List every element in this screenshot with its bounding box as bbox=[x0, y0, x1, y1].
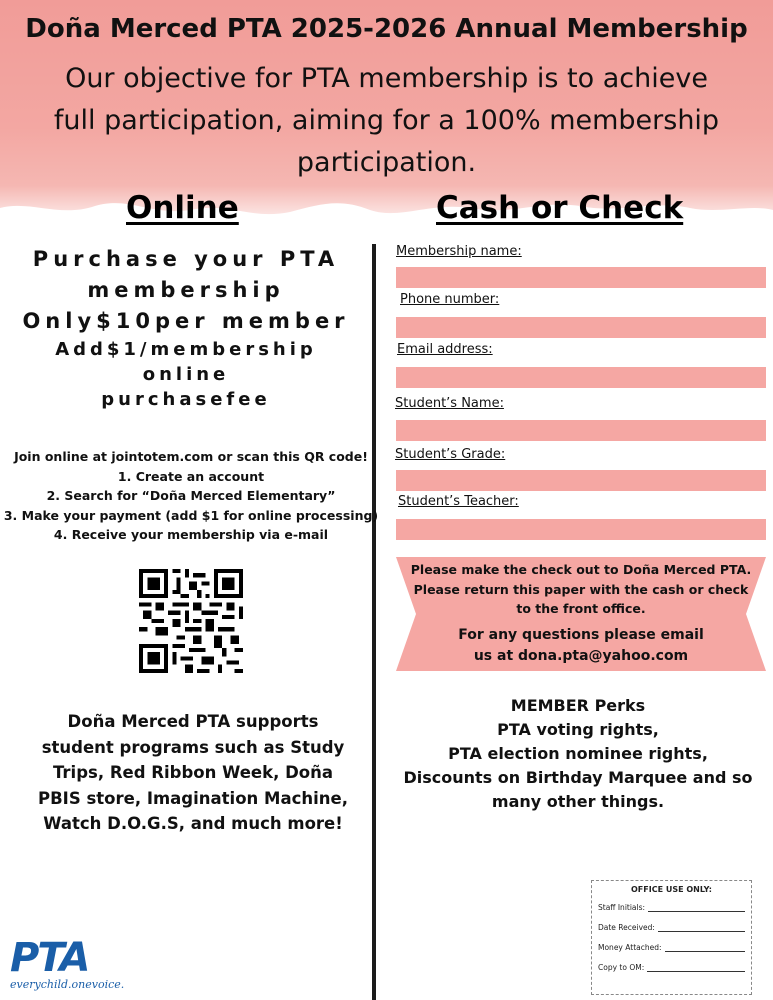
pta-logo-mark: PTA bbox=[10, 935, 89, 981]
perk-item: many other things. bbox=[491, 792, 665, 811]
office-line bbox=[598, 943, 745, 952]
perk-item: PTA election nominee rights, bbox=[448, 744, 708, 763]
objective-text bbox=[10, 58, 763, 184]
contact-email-text bbox=[406, 625, 756, 667]
office-use-box bbox=[591, 880, 752, 995]
check-instruction-line: Please return this paper with the cash or check bbox=[413, 581, 749, 597]
step-item: 1. Create an account bbox=[117, 468, 265, 484]
perk-item: Discounts on Birthday Marquee and so bbox=[403, 768, 753, 787]
programs-line: PBIS store, Imagination Machine, bbox=[38, 788, 348, 808]
student-name-label: Student’s Name: bbox=[395, 396, 504, 411]
office-line-label: Copy to OM: bbox=[598, 963, 645, 972]
phone-number-field[interactable] bbox=[396, 317, 766, 338]
fee-line: purchasefee bbox=[101, 389, 271, 410]
programs-line: Trips, Red Ribbon Week, Doña bbox=[52, 763, 334, 782]
objective-line: Our objective for PTA membership is to achieve bbox=[65, 63, 708, 94]
fee-line: Add$1/membership bbox=[55, 339, 317, 360]
student-teacher-label: Student’s Teacher: bbox=[398, 494, 519, 509]
student-name-field[interactable] bbox=[396, 420, 766, 441]
member-perks bbox=[392, 694, 764, 814]
page-title: Doña Merced PTA 2025-2026 Annual Membership bbox=[25, 14, 748, 44]
online-steps bbox=[0, 447, 382, 545]
pta-logo bbox=[10, 935, 125, 998]
qr-code[interactable] bbox=[139, 569, 243, 673]
office-line-blank[interactable] bbox=[658, 924, 745, 932]
office-line bbox=[598, 923, 745, 932]
purchase-line: membership bbox=[87, 278, 285, 302]
contact-line: For any questions please email bbox=[458, 627, 704, 643]
pta-tagline: everychild.onevoice. bbox=[10, 978, 125, 991]
perk-item: PTA voting rights, bbox=[497, 720, 659, 739]
office-use-title: OFFICE USE ONLY: bbox=[631, 885, 712, 894]
steps-intro: Join online at jointotem.com or scan this QR code! bbox=[14, 449, 368, 464]
email-address-label: Email address: bbox=[397, 342, 493, 357]
column-divider bbox=[372, 244, 376, 1000]
office-line-blank[interactable] bbox=[647, 964, 745, 972]
office-line bbox=[598, 903, 745, 912]
price-line: Only$10per member bbox=[22, 309, 350, 333]
student-grade-label: Student’s Grade: bbox=[395, 447, 506, 462]
office-line bbox=[598, 963, 745, 972]
membership-name-field[interactable] bbox=[396, 267, 766, 288]
phone-number-label: Phone number: bbox=[400, 292, 500, 307]
office-line-label: Staff Initials: bbox=[598, 903, 646, 912]
contact-email-link[interactable]: us at dona.pta@yahoo.com bbox=[473, 648, 689, 664]
step-item: 4. Receive your membership via e-mail bbox=[53, 527, 329, 542]
perks-heading: MEMBER Perks bbox=[510, 696, 646, 715]
fee-line: online bbox=[142, 364, 230, 385]
purchase-info bbox=[0, 244, 372, 412]
office-line-label: Date Received: bbox=[598, 923, 655, 932]
check-instruction-line: Please make the check out to Doña Merced PTA. bbox=[410, 562, 752, 577]
step-item: 2. Search for “Doña Merced Elementary” bbox=[46, 488, 336, 503]
email-address-field[interactable] bbox=[396, 367, 766, 388]
cash-check-heading: Cash or Check bbox=[436, 190, 684, 226]
programs-line: Watch D.O.G.S, and much more! bbox=[43, 814, 343, 833]
office-line-blank[interactable] bbox=[648, 904, 745, 912]
online-heading: Online bbox=[126, 190, 239, 226]
purchase-line: Purchase your PTA bbox=[32, 247, 340, 271]
objective-line: full participation, aiming for a 100% membership bbox=[53, 105, 720, 136]
programs-text bbox=[20, 709, 366, 837]
student-grade-field[interactable] bbox=[396, 470, 766, 491]
membership-name-label: Membership name: bbox=[396, 244, 522, 259]
check-instructions bbox=[406, 560, 756, 619]
step-item: 3. Make your payment (add $1 for online processing) bbox=[3, 507, 379, 523]
office-line-blank[interactable] bbox=[665, 944, 745, 952]
office-line-label: Money Attached: bbox=[598, 943, 662, 952]
programs-line: Doña Merced PTA supports bbox=[67, 712, 319, 731]
objective-line: participation. bbox=[296, 147, 477, 178]
student-teacher-field[interactable] bbox=[396, 519, 766, 540]
programs-line: student programs such as Study bbox=[41, 737, 345, 757]
check-instruction-line: to the front office. bbox=[516, 601, 646, 616]
